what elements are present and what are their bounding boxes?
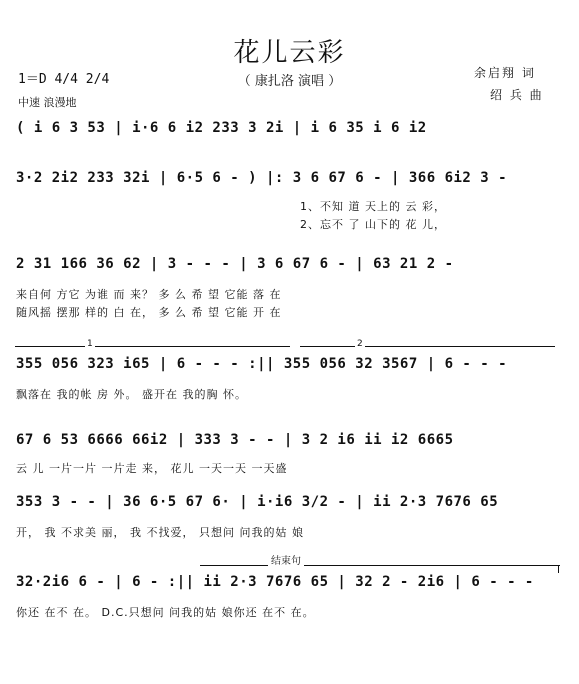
score-row-6-notes: 353 3 - - | 36 6·5 67 6· | i·i6 3/2 - | ii 2·3 7676 65 [16, 494, 499, 510]
key-signature: 1＝D 4/4 2/4 [18, 72, 110, 87]
lyricist-credit: 余启翔 词 [474, 66, 536, 80]
volta-bracket-1: 1 [15, 346, 290, 347]
score-row-5-notes: 67 6 53 6666 66i2 | 333 3 - - | 3 2 i6 ii i2 6665 [16, 432, 454, 448]
score-row-2-lyric-2: 2、忘不 了 山下的 花 儿， [300, 218, 446, 231]
score-row-6-lyric-1: 开， 我 不求美 丽， 我 不找爱， 只想问 问我的姑 娘 [16, 526, 304, 539]
score-row-3-lyric-1: 来自何 方它 为谁 而 来？ 多 么 希 望 它能 落 在 [16, 288, 282, 301]
score-row-7-notes: 32·2i6 6 - | 6 - :|| ii 2·3 7676 65 | 32 2 - 2i6 | 6 - - - [16, 574, 534, 590]
score-row-3-notes: 2 31 166 36 62 | 3 - - - | 3 6 67 6 - | 63 21 2 - [16, 256, 454, 272]
score-row-3-lyric-2: 随风摇 摆那 样的 白 在， 多 么 希 望 它能 开 在 [16, 306, 282, 319]
score-row-1-notes: ( i 6 3 53 | i·6 6 i2 233 3 2i | i 6 35 i 6 i2 [16, 120, 427, 136]
score-row-7-lyric-1: 你还 在不 在。 D.C.只想问 问我的姑 娘你还 在不 在。 [16, 606, 315, 619]
score-row-2-lyric-1: 1、不知 道 天上的 云 彩， [300, 200, 446, 213]
ending-phrase-line [200, 565, 560, 566]
tempo-marking: 中速 浪漫地 [18, 96, 77, 109]
score-row-4-notes: 355 056 323 i65 | 6 - - - :|| 355 056 32 3567 | 6 - - - [16, 356, 508, 372]
volta-bracket-2: 2 [300, 346, 555, 347]
score-row-4-lyric-1: 飘落在 我的帐 房 外。 盛开在 我的胸 怀。 [16, 388, 247, 401]
song-title: 花儿云彩 [233, 38, 346, 68]
score-row-5-lyric-1: 云 儿 一片一片 一片走 来， 花儿 一天一天 一天盛 [16, 462, 288, 475]
ending-phrase-tick [558, 565, 559, 573]
ending-phrase-label: 结束句 [268, 552, 304, 567]
composer-credit: 绍 兵 曲 [490, 88, 544, 102]
score-row-2-notes: 3·2 2i2 233 32i | 6·5 6 - ) |: 3 6 67 6 - | 366 6i2 3 - [16, 170, 508, 186]
song-subtitle: （ 康扎洛 演唱 ） [237, 74, 342, 89]
